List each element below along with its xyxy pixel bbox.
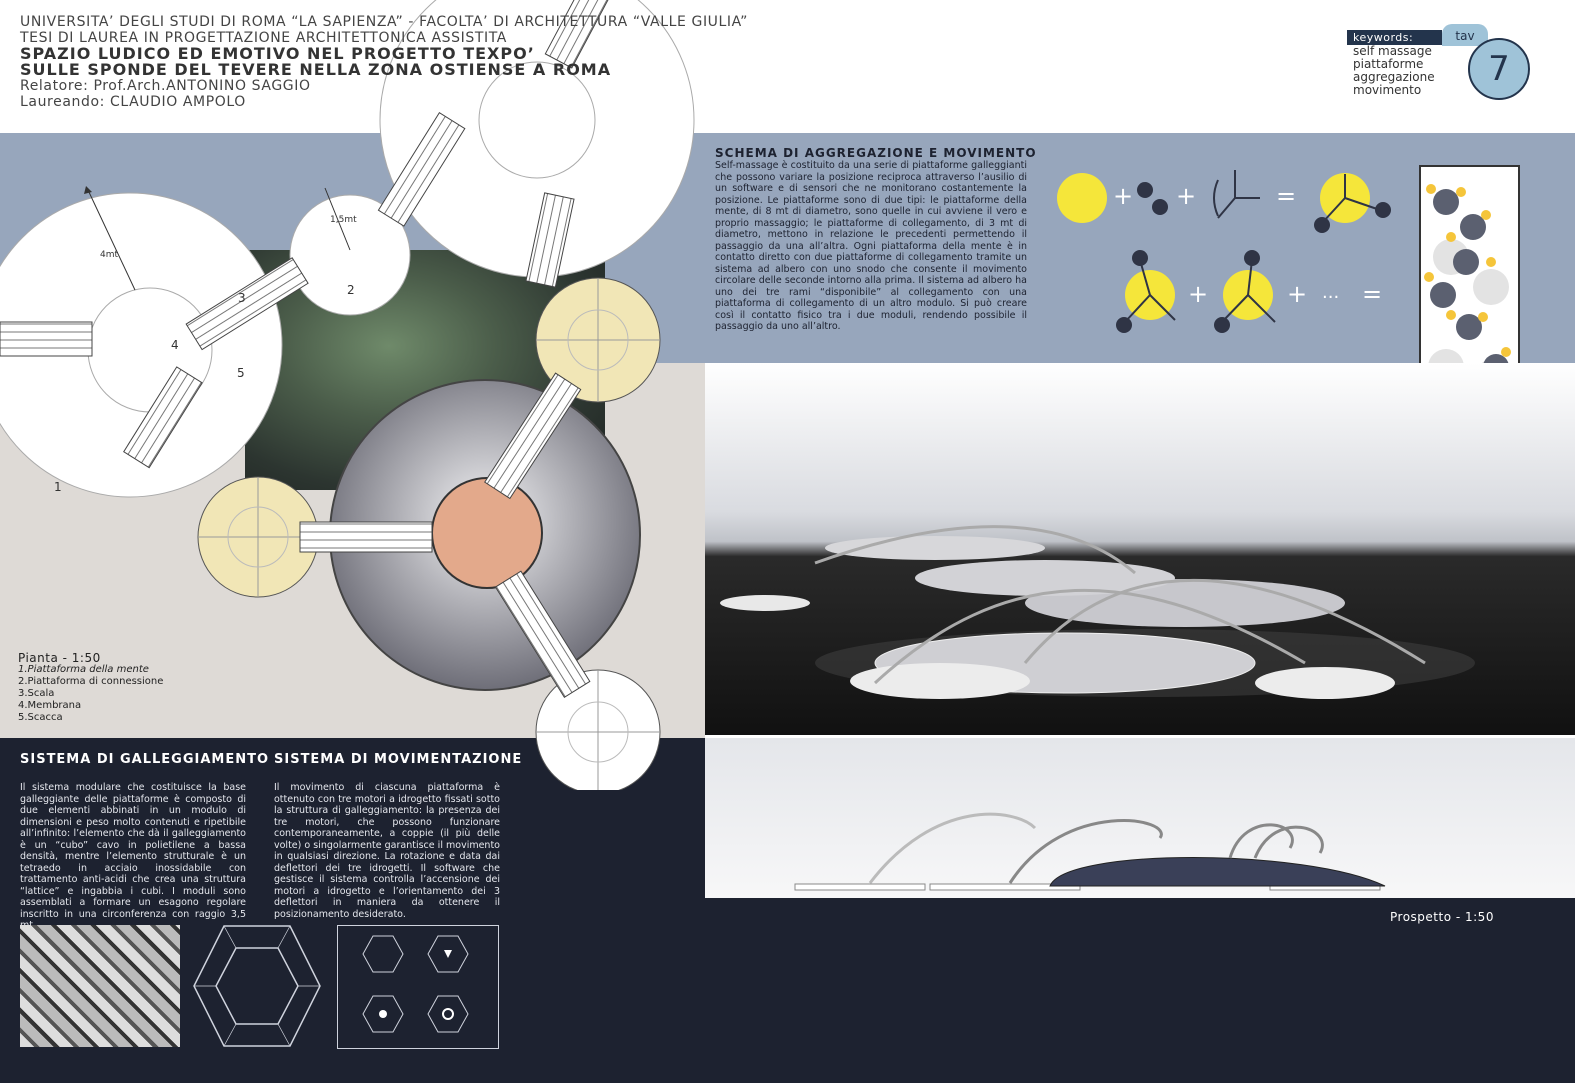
legend-item: 2.Piattaforma di connessione: [18, 676, 164, 687]
hexagon-lattice-drawing: [192, 922, 322, 1050]
elevation-caption: Prospetto - 1:50: [1390, 910, 1494, 924]
aggregation-diagram: [1040, 150, 1400, 350]
membrane-center: [432, 478, 542, 588]
op-plus: +: [1176, 182, 1197, 210]
galleggiamento-text: Il sistema modulare che costituisce la base galleggiante delle piattaforme è composto di due elementi abbinati in un modulo di dimensioni e peso molto contenuti e ripetibile all’infinito: l’elemento che dà il galleggiamento è un “cubo” cavo in polietilene a bassa densità, mentre l’elemento strutturale è un tetraedo in acciaio inossidabile con trattamento anti-acidi che crea una struttura “lattice” e ingabbia i cubi. I moduli sono assemblati a formare un esagono regolare inscritto in una circonferenza con raggio 3,5: [20, 782, 246, 920]
cube-structure-photo: [20, 925, 180, 1047]
op-equals: =: [1276, 182, 1297, 210]
legend-item: 4.Membrana: [18, 700, 82, 711]
keyword-item: movimento: [1353, 83, 1422, 97]
tav-number: 7: [1468, 38, 1530, 100]
tav-label: tav: [1442, 24, 1488, 46]
plan-label-1: 1: [54, 480, 62, 494]
schema-text: Self-massage è costituito da una serie di piattaforme galleggianti che possono variare la posizione reciproca attraverso l’ausilio di un software e di sensori che ne monitorano costantemente la posizione. Le piattaforme sono di due tipi: le piattaforme della mente, di 8 mt di diametro, sono quelle in cui avviene il vero e proprio massaggio; le piattaforme di collegamento, di 3 mt di diametro, mettono in relazione le precedenti permettendo il passaggio da una all’altra. Ogni piattaforma della mente è in contatto diretto con due piattaforme di collegamento tramite un sistema ad albero con uno snodo che consente il movimento circolare delle seconde intorno alla prima. Il sistema ad albero ha uno dei tre rami “disponibile” al collegamento con una piattaforma di collegamento di un altro modulo. Si può creare così il contatto fisico tra i due moduli, rendendo possibile il passaggio da uno all’altro.: [715, 160, 1027, 332]
keywords-box: [1347, 30, 1442, 97]
dimension-1-5mt: 1,5mt: [330, 215, 357, 225]
keyword-item: self massage: [1353, 44, 1432, 58]
legend-item: 3.Scala: [18, 688, 55, 699]
elevation-drawing: [705, 738, 1575, 898]
thesis-line: TESI DI LAUREA IN PROGETTAZIONE ARCHITETTONICA ASSISTITA: [20, 30, 507, 46]
render-drawing: [705, 363, 1575, 735]
keywords-title: keywords:: [1347, 30, 1442, 45]
galleggiamento-title: SISTEMA DI GALLEGGIAMENTO: [20, 752, 270, 767]
keyword-item: aggregazione: [1353, 70, 1435, 84]
title-block: [20, 14, 748, 110]
op-plus: +: [1188, 280, 1209, 308]
elevation-svg: [705, 738, 1575, 898]
stair-center: [300, 522, 432, 552]
op-equals: =: [1362, 280, 1383, 308]
project-title-line1: SPAZIO LUDICO ED EMOTIVO NEL PROGETTO TEXPO’: [20, 44, 535, 63]
plan-label-4: 4: [171, 338, 179, 352]
schema-title: SCHEMA DI AGGREGAZIONE E MOVIMENTO: [715, 146, 1037, 160]
movimentazione-text: Il movimento di ciascuna piattaforma è ottenuto con tre motori a idrogetto fissati sotto la struttura di galleggiamento: la presenza dei tre motori, che possono funzionare contemporaneamente, a coppie (il più delle volte) o singolarmente garantisce il movimento in qualsiasi direzione. La rotazione e data dai deflettori dei tre idrogetti. Il software che gestisce il sistema controlla l’accensione dei motori a idrogetto e l’orientamento dei 3 deflettori in maniera da ottenere il posizionamento desiderato.: [274, 782, 500, 920]
plan-label-3: 3: [238, 291, 246, 305]
laureando: Laureando: CLAUDIO AMPOLO: [20, 94, 246, 110]
movimentazione-title: SISTEMA DI MOVIMENTAZIONE: [274, 752, 523, 767]
university-line: UNIVERSITA’ DEGLI STUDI DI ROMA “LA SAPIENZA” - FACOLTA’ DI ARCHITETTURA “VALLE GIULIA”: [20, 14, 748, 30]
op-plus: +: [1113, 182, 1134, 210]
legend-title: Pianta - 1:50: [18, 651, 101, 665]
legend-item: 5.Scacca: [18, 712, 63, 723]
motor-diagram-box: [337, 925, 499, 1049]
legend-item: 1.Piattaforma della mente: [18, 664, 149, 675]
plan-label-5: 5: [237, 366, 245, 380]
motor-diagram: [338, 926, 498, 1048]
plan-label-2: 2: [347, 283, 355, 297]
perspective-render: [705, 363, 1575, 735]
plan-legend: [18, 652, 163, 724]
project-title-line2: SULLE SPONDE DEL TEVERE NELLA ZONA OSTIENSE A ROMA: [20, 60, 612, 79]
op-plus: +: [1287, 280, 1308, 308]
stair-left: [0, 322, 92, 356]
dimension-4mt: 4mt: [100, 250, 119, 260]
navy-band-right: [705, 898, 1575, 1083]
op-ellipsis: ...: [1322, 282, 1340, 303]
keyword-item: piattaforme: [1353, 57, 1424, 71]
relatore: Relatore: Prof.Arch.ANTONINO SAGGIO: [20, 78, 311, 94]
